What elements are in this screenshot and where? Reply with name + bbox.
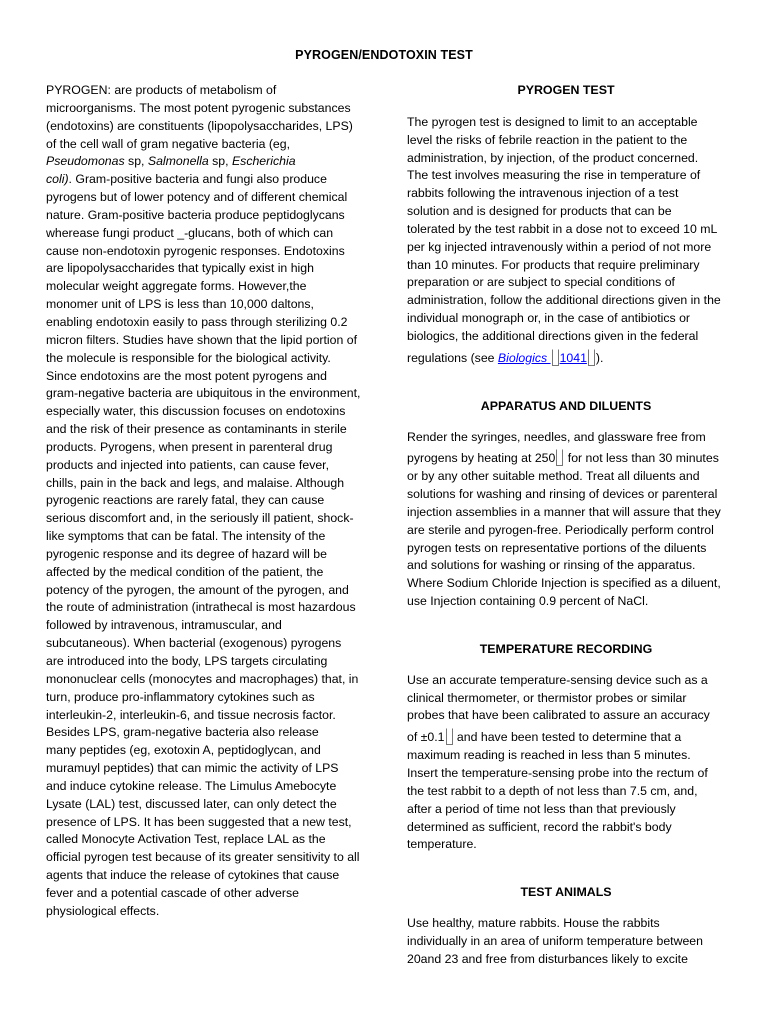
accuracy-prefix: of ±0.1 — [407, 730, 445, 745]
text-line: many peptides (eg, exotoxin A, peptidoglycan, and — [46, 743, 321, 758]
text-line: pyrogenic reactions are rarely fatal, they can cause — [46, 493, 325, 508]
text-line: Lysate (LAL) test, discussed later, can only detect the — [46, 796, 337, 811]
text-line: of the cell wall of gram negative bacteria (eg, — [46, 136, 291, 151]
text-line: preparation or are subject to special conditions of — [407, 275, 675, 290]
pyrogen-test-heading: PYROGEN TEST — [517, 83, 615, 97]
text-line: tolerated by the test rabbit in a dose not to exceed 10 mL — [407, 221, 718, 236]
chapter-1041-link[interactable]: 1041 — [559, 350, 587, 365]
text-line: the molecule is responsible for the biological activity. — [46, 350, 331, 365]
text-line: (endotoxins) are constituents (lipopolysaccharides, LPS) — [46, 118, 353, 133]
text-line: nature. Gram-positive bacteria produce peptidoglycans — [46, 207, 345, 222]
text-line: like symptoms that can be fatal. The intensity of the — [46, 529, 326, 544]
species-coli: coli) — [46, 172, 69, 187]
text-line: subcutaneous). When bacterial (exogenous) pyrogens — [46, 636, 342, 651]
text-line: level the risks of febrile reaction in the patient to the — [407, 132, 688, 147]
regulations-prefix: regulations (see — [407, 350, 498, 365]
text-line: called Monocyte Activation Test, replace LAL as the — [46, 832, 326, 847]
apparatus-line: Render the syringes, needles, and glassware free from — [407, 429, 706, 444]
text-line: are lipopolysaccharides that typically exist in high — [46, 261, 314, 276]
text-line: presence of LPS. It has been suggested that a new test, — [46, 814, 352, 829]
sp-text: sp, — [208, 154, 232, 169]
text-line: Use an accurate temperature-sensing device such as a — [407, 672, 708, 687]
text-line: clinical thermometer, or thermistor probes or similar — [407, 690, 687, 705]
text-line: fever and a potential cascade of other adverse — [46, 885, 299, 900]
text-line: gram-negative bacteria are ubiquitous in the environment, — [46, 386, 361, 401]
text-line: pyrogenic response and its degree of hazard will be — [46, 546, 327, 561]
degree-glyph-icon — [446, 728, 453, 745]
text-line: solution and is designed for products that can be — [407, 204, 672, 219]
text-line: injection assemblies in a manner that will assure that they — [407, 504, 721, 519]
text-line: are sterile and pyrogen-free. Periodically perform control — [407, 522, 714, 537]
text-line: individually in an area of uniform temperature between — [407, 933, 703, 948]
text-line: molecular weight aggregate forms. However,the — [46, 279, 307, 294]
text-line: mononuclear cells (monocytes and macrophages) that, in — [46, 671, 359, 686]
text-line: Insert the temperature-sensing probe into the rectum of — [407, 766, 708, 780]
temperature-body-c — [407, 747, 725, 854]
text-line: maximum reading is reached in less than 5 minutes. — [407, 748, 691, 763]
text-line: interleukin-2, interleukin-6, and tissue necrosis factor. — [46, 707, 336, 722]
text-line: The pyrogen test is designed to limit to an acceptable — [407, 114, 698, 129]
degree-glyph-icon — [556, 449, 563, 466]
text-line: probes that have been calibrated to assure an accuracy — [407, 708, 710, 723]
biologics-link[interactable]: Biologics — [497, 350, 551, 365]
text-line: Where Sodium Chloride Injection is specified as a diluent, — [407, 576, 721, 591]
text-line: serious discomfort and, in the seriously ill patient, shock- — [46, 511, 354, 526]
text-line: potency of the pyrogen, the amount of the pyrogen, and — [46, 582, 349, 597]
genus-escherichia: Escherichia — [231, 154, 296, 169]
text-line: Besides LPS, gram-negative bacteria also release — [46, 725, 319, 740]
apparatus-line-temp — [407, 449, 725, 468]
text-line: monomer unit of LPS is less than 10,000 daltons, — [46, 297, 314, 312]
text-line: wherease fungi product _-glucans, both of which can — [46, 225, 334, 240]
regulations-suffix: ). — [595, 350, 604, 365]
apparatus-heading: APPARATUS AND DILUENTS — [480, 398, 652, 413]
text-line: PYROGEN: are products of metabolism of — [46, 83, 277, 97]
text-line: and solutions for washing or rinsing of the apparatus. — [407, 558, 696, 573]
text-line: are introduced into the body, LPS targets circulating — [46, 654, 328, 668]
text-line: and the risk of their presence as contaminants in sterile — [46, 422, 347, 437]
text-line: temperature. — [407, 837, 477, 852]
text-line: the route of administration (intrathecal is most hazardous — [46, 600, 356, 615]
heating-suffix: for not less than 30 minutes — [564, 451, 719, 466]
genus-salmonella: Salmonella — [147, 154, 209, 169]
text-line: after a period of time not less than that previously — [407, 801, 676, 816]
text-line: official pyrogen test because of its greater sensitivity to all — [46, 850, 360, 865]
text-line: enabling endotoxin easily to pass through sterilizing 0.2 — [46, 314, 348, 329]
text-line: than 10 minutes. For products that require preliminary — [407, 257, 700, 272]
text-line: physiological effects. — [46, 903, 160, 918]
test-animals-body — [407, 915, 725, 969]
text-line: administration, by injection, of the product concerned. — [407, 150, 699, 165]
text-line: products. Pyrogens, when present in parenteral drug — [46, 439, 333, 454]
text-line: especially water, this discussion focuses on endotoxins — [46, 404, 346, 419]
test-animals-heading: TEST ANIMALS — [520, 885, 612, 900]
text-line: products and injected into patients, can cause fever, — [46, 457, 330, 472]
text-line: followed by intravenous, intramuscular, and — [46, 618, 282, 633]
accuracy-suffix: and have been tested to determine that a — [453, 730, 682, 745]
left-column — [46, 82, 364, 921]
text-line: affected by the medical condition of the patient, the — [46, 564, 324, 579]
text-line: administration, follow the additional directions given in the — [407, 293, 721, 308]
heating-prefix: pyrogens by heating at 250 — [407, 451, 556, 466]
text-line: determined as sufficient, record the rabbit's body — [407, 819, 672, 834]
text-line: The test involves measuring the rise in temperature of — [407, 168, 701, 183]
apparatus-body — [407, 468, 725, 611]
pyrogen-test-last-line — [407, 349, 725, 368]
text-line: and induce cytokine release. The Limulus Amebocyte — [46, 778, 337, 793]
temperature-body-a — [407, 672, 725, 726]
page-title: PYROGEN/ENDOTOXIN TEST — [295, 48, 473, 62]
text-line: individual monograph or, in the case of antibiotics or — [407, 311, 690, 326]
missing-glyph-icon — [552, 349, 559, 366]
genus-line — [46, 153, 364, 171]
text-line: chills, pain in the back and legs, and malaise. Although — [46, 475, 345, 490]
gram-positive-text: . Gram-positive bacteria and fungi also produce — [68, 172, 327, 187]
text-line: muramuyl peptides) that can mimic the activity of LPS — [46, 761, 339, 776]
text-line: 20and 23 and free from disturbances likely to excite — [407, 951, 688, 966]
text-line: micron filters. Studies have shown that the lipid portion of — [46, 332, 358, 347]
text-line: cause non-endotoxin pyrogenic responses. Endotoxins — [46, 243, 345, 258]
missing-glyph-icon — [588, 349, 595, 366]
temperature-accuracy-line — [407, 728, 725, 747]
genus-pseudomonas: Pseudomonas — [46, 154, 125, 169]
text-line: rabbits following the intravenous injection of a test — [407, 186, 679, 201]
text-line: microorganisms. The most potent pyrogenic substances — [46, 100, 351, 115]
text-line: Since endotoxins are the most potent pyrogens and — [46, 368, 327, 383]
text-line: pyrogen tests on representative portions of the diluents — [407, 540, 707, 555]
species-line — [46, 171, 364, 189]
text-line: biologics, the additional directions given in the federal — [407, 328, 699, 343]
temperature-heading: TEMPERATURE RECORDING — [479, 641, 653, 656]
text-line: the test rabbit to a depth of not less than 7.5 cm, and, — [407, 783, 698, 798]
text-line: solutions for washing and rinsing of devices or parenteral — [407, 487, 718, 502]
pyrogen-test-body — [407, 114, 725, 346]
text-line: use Injection containing 0.9 percent of NaCl. — [407, 594, 649, 609]
text-line: turn, produce pro-inflammatory cytokines such as — [46, 689, 315, 704]
text-line: Use healthy, mature rabbits. House the rabbits — [407, 916, 660, 931]
right-column — [407, 82, 725, 969]
sp-text: sp, — [124, 154, 148, 169]
text-line: agents that induce the release of cytokines that cause — [46, 868, 340, 883]
text-line: pyrogens but of lower potency and of different chemical — [46, 190, 348, 205]
text-line: per kg injected intravenously within a period of not more — [407, 239, 712, 254]
text-line: or by any other suitable method. Treat all diluents and — [407, 469, 700, 484]
